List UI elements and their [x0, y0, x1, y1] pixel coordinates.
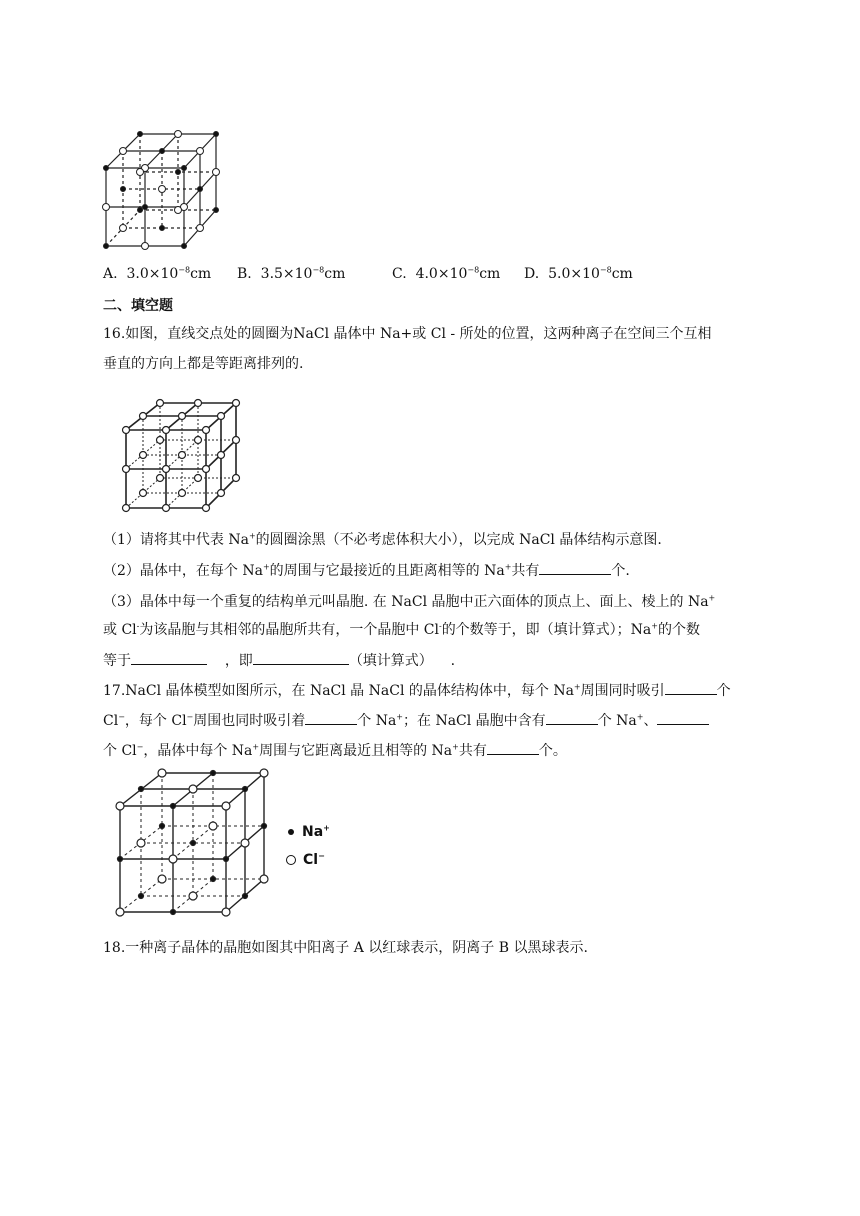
q16-intro-1: 16.如图，直线交点处的圆圈为NaCl 晶体中 Na+或 Cl - 所处的位置，这两种离子在空间三个互相 [103, 326, 712, 342]
q17-line-2: Cl−，每个 Cl−周围也同时吸引着 个 Na+；在 NaCl 晶胞中含有 个 Na+、 [103, 710, 709, 731]
q16-part-2: （2）晶体中，在每个 Na+的周围与它最接近的且距离相等的 Na+共有 个. [103, 560, 630, 581]
q16-intro-2: 垂直的方向上都是等距离排列的. [103, 356, 304, 372]
option-b: B. $3.5\times 10^{-8}cm$ [237, 265, 346, 282]
option-a: A. $3.0\times 10^{-8}cm$ [103, 265, 212, 282]
answer-blank[interactable] [657, 710, 709, 725]
legend-cl: Cl− [286, 852, 325, 868]
answer-blank[interactable] [305, 710, 357, 725]
answer-blank[interactable] [665, 680, 717, 695]
answer-blank[interactable] [131, 650, 207, 665]
hollow-dot-icon [286, 855, 296, 865]
q16-part-3-cont: 或 Cl-为该晶胞与其相邻的晶胞所共有，一个晶胞中 Cl-的个数等于，即（填计算式）；Na+的个数 [103, 621, 700, 638]
section-title: 二、填空题 [103, 298, 173, 314]
q16-part-1: （1）请将其中代表 Na+的圆圈涂黑（不必考虑体积大小），以完成 NaCl 晶体结构示意图. [103, 531, 662, 548]
q16-part-3: （3）晶体中每一个重复的结构单元叫晶胞. 在 NaCl 晶胞中正六面体的顶点上、面上、棱上的 Na+ [103, 593, 716, 610]
option-d: D. $5.0\times 10^{-8}cm$ [524, 265, 633, 282]
answer-blank[interactable] [487, 740, 539, 755]
legend-na: Na+ [288, 824, 330, 840]
answer-blank[interactable] [539, 560, 611, 575]
answer-blank[interactable] [253, 650, 349, 665]
crystal-figure-q16 [118, 398, 244, 514]
filled-dot-icon [288, 829, 294, 835]
crystal-figure-q17 [100, 766, 276, 922]
crystal-figure-q15 [100, 128, 230, 254]
q18-text: 18.一种离子晶体的晶胞如图其中阳离子 A 以红球表示，阴离子 B 以黑球表示. [103, 940, 588, 956]
option-c: C. $4.0\times 10^{-8}cm$ [392, 265, 501, 282]
q16-part-3-end: 等于 ，即 （填计算式） . [103, 650, 455, 671]
answer-blank[interactable] [546, 710, 598, 725]
q17-line-3: 个 Cl−，晶体中每个 Na+周围与它距离最近且相等的 Na+共有 个。 [103, 740, 567, 761]
q17-line-1: 17.NaCl 晶体模型如图所示，在 NaCl 晶 NaCl 的晶体结构体中，每个 Na+周围同时吸引 个 [103, 680, 731, 701]
